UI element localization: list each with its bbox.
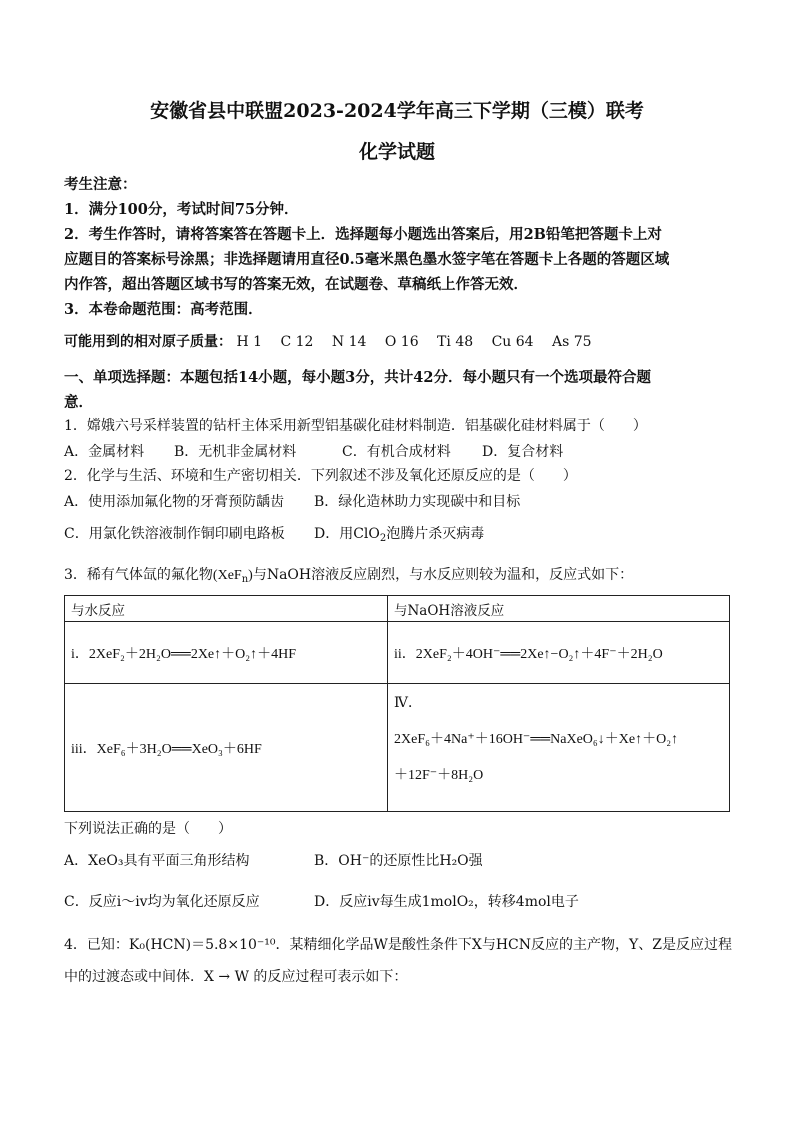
q3-stem-formula: (XeF <box>212 568 242 583</box>
q3-stem <box>64 564 734 585</box>
q1-stem: 1．嫦娥六号采样装置的钻杆主体采用新型铝基碳化硅材料制造．铝基碳化硅材料属于（ ） <box>64 418 647 434</box>
section-1-heading-line-1: 一、单项选择题：本题包括14小题，每小题3分，共计42分．每小题只有一个选项最符合题 <box>64 369 651 386</box>
atomic-masses <box>64 331 734 351</box>
q3-option-c[interactable]: C．反应i～iv均为氧化还原反应 <box>64 894 260 910</box>
q2-option-a[interactable]: A．使用添加氟化物的牙膏预防龋齿 <box>64 494 285 510</box>
section-1-heading-line-2: 意． <box>64 394 93 411</box>
reactions-table-row-2 <box>65 684 730 812</box>
atomic-masses-label: 可能用到的相对原子质量： <box>64 334 232 350</box>
q1-option-a[interactable]: A．金属材料 <box>64 444 145 460</box>
reaction-iv-label: Ⅳ． <box>394 696 422 711</box>
notice-item-3: 3．本卷命题范围：高考范围． <box>64 301 263 318</box>
q2-option-c[interactable]: C．用氯化铁溶液制作铜印刷电路板 <box>64 526 285 542</box>
reactions-table-row-1 <box>65 622 730 684</box>
reaction-iv <box>388 684 730 812</box>
notice-heading: 考生注意： <box>64 176 137 193</box>
q2-option-d[interactable] <box>314 523 484 544</box>
table-header-naoh: 与NaOH溶液反应 <box>388 596 730 622</box>
q4-stem-line-2: 中的过渡态或中间体．X → W 的反应过程可表示如下： <box>64 969 408 985</box>
q3-stem-formula-close: ) <box>248 568 253 583</box>
q1-option-d[interactable]: D．复合材料 <box>482 444 564 460</box>
q3-option-b[interactable]: B．OH⁻的还原性比H₂O强 <box>314 853 483 869</box>
reaction-iii: iii．XeF₆＋3H₂O══XeO₃＋6HF <box>65 684 388 812</box>
exam-title: 安徽省县中联盟2023-2024学年高三下学期（三模）联考 <box>150 100 644 122</box>
q1-option-c[interactable]: C．有机合成材料 <box>342 444 451 460</box>
q3-question: 下列说法正确的是（ ） <box>64 821 232 837</box>
q2-option-d-prefix: D．用ClO <box>314 526 380 542</box>
q3-stem-prefix: 3．稀有气体氙的氟化物 <box>64 567 213 583</box>
q3-option-a[interactable]: A．XeO₃具有平面三角形结构 <box>64 853 250 869</box>
notice-item-1: 1．满分100分，考试时间75分钟． <box>64 201 299 218</box>
exam-subtitle: 化学试题 <box>358 141 435 163</box>
reaction-i: i．2XeF₂＋2H₂O══2Xe↑＋O₂↑＋4HF <box>65 622 388 684</box>
notice-item-2-line-1: 2．考生作答时，请将答案答在答题卡上．选择题每小题选出答案后，用2B铅笔把答题卡上对 <box>64 226 662 243</box>
q1-option-b[interactable]: B．无机非金属材料 <box>174 444 297 460</box>
reaction-ii: ii．2XeF₂＋4OH⁻══2Xe↑−O₂↑＋4F⁻＋2H₂O <box>388 622 730 684</box>
q2-option-b[interactable]: B．绿化造林助力实现碳中和目标 <box>314 494 521 510</box>
table-header-water: 与水反应 <box>65 596 388 622</box>
q3-option-d[interactable]: D．反应iv每生成1molO₂，转移4mol电子 <box>314 894 579 910</box>
q4-stem-line-1: 4．已知：K₀(HCN)＝5.8×10⁻¹⁰．某精细化学品W是酸性条件下X与HCN反应的主产物，Y、Z是反应过程 <box>64 937 732 953</box>
q2-option-d-suffix: 泡腾片杀灭病毒 <box>386 526 485 542</box>
reactions-table <box>64 595 730 812</box>
atomic-masses-values: H 1 C 12 N 14 O 16 Ti 48 Cu 64 As 75 <box>236 334 592 350</box>
q2-option-d-subscript: 2 <box>379 533 387 544</box>
reactions-table-header-row <box>65 596 730 622</box>
reaction-iv-line-2: ＋12F⁻＋8H₂O <box>394 768 484 783</box>
reaction-iv-line-1: 2XeF₆＋4Na⁺＋16OH⁻══NaXeO₆↓＋Xe↑＋O₂↑ <box>394 732 679 747</box>
q3-stem-subscript: n <box>241 574 249 585</box>
notice-item-2-line-2: 应题目的答案标号涂黑；非选择题请用直径0.5毫米黑色墨水签字笔在答题卡上各题的答题区域 <box>64 251 670 268</box>
notice-item-2-line-3: 内作答，超出答题区域书写的答案无效，在试题卷、草稿纸上作答无效． <box>64 276 528 293</box>
q3-stem-suffix: 与NaOH溶液反应剧烈，与水反应则较为温和，反应式如下： <box>252 567 634 583</box>
q2-stem: 2．化学与生活、环境和生产密切相关．下列叙述不涉及氧化还原反应的是（ ） <box>64 468 577 484</box>
